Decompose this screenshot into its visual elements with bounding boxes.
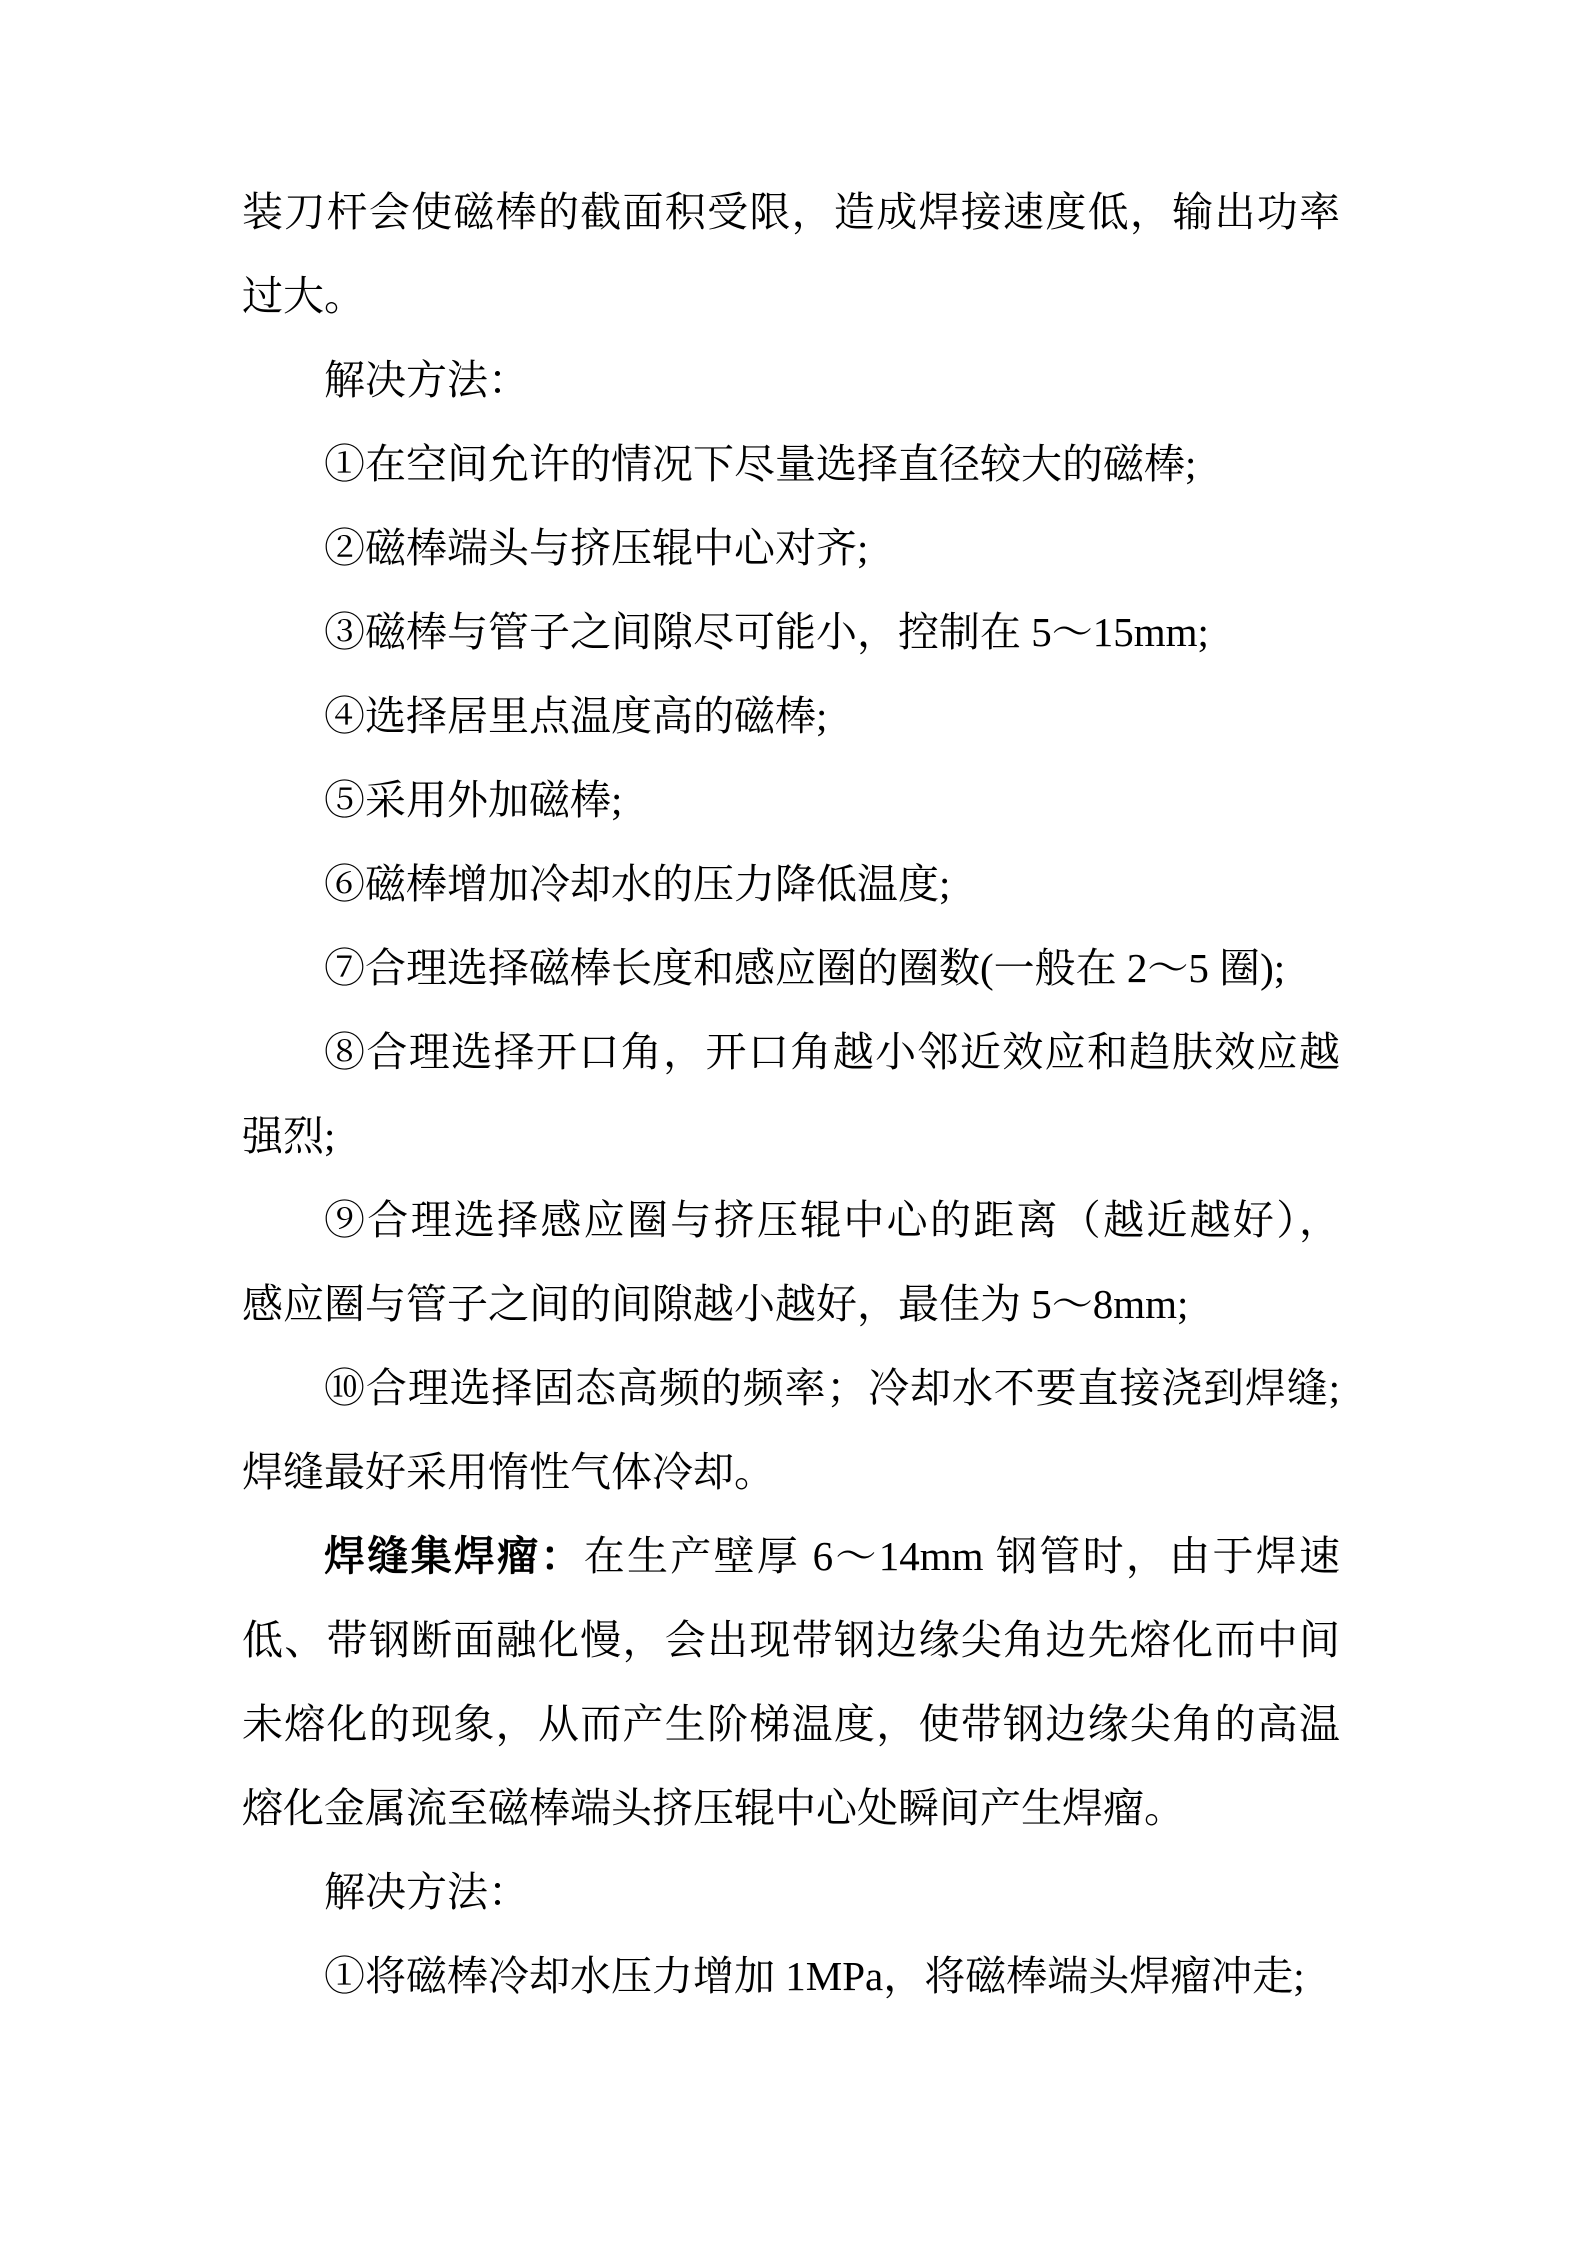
text-line bbox=[242, 1514, 1340, 1598]
text-line: 强烈; bbox=[242, 1113, 336, 1159]
text-line: 感应圈与管子之间的间隙越小越好，最佳为 5～8mm; bbox=[242, 1281, 1189, 1327]
text-line: 解决方法： bbox=[324, 1869, 529, 1915]
paragraph bbox=[242, 1850, 1340, 1934]
text-line: 熔化金属流至磁棒端头挤压辊中心处瞬间产生焊瘤。 bbox=[242, 1785, 1185, 1831]
text-line: 过大。 bbox=[242, 273, 365, 319]
paragraph bbox=[242, 926, 1340, 1010]
text-line: 装刀杆会使磁棒的截面积受限，造成焊接速度低，输出功率 bbox=[242, 189, 1340, 235]
bold-lead-run: 焊缝集焊瘤： bbox=[324, 1533, 584, 1579]
paragraph bbox=[242, 338, 1340, 422]
text-line: 焊缝最好采用惰性气体冷却。 bbox=[242, 1449, 775, 1495]
text-line: ⑧合理选择开口角，开口角越小邻近效应和趋肤效应越 bbox=[324, 1029, 1340, 1075]
text-line: ①将磁棒冷却水压力增加 1MPa，将磁棒端头焊瘤冲走; bbox=[324, 1953, 1305, 1999]
paragraph bbox=[242, 1178, 1340, 1346]
paragraph bbox=[242, 170, 1340, 338]
text-line: ①在空间允许的情况下尽量选择直径较大的磁棒; bbox=[324, 441, 1197, 487]
paragraph bbox=[242, 1346, 1340, 1514]
text-line: ⑩合理选择固态高频的频率；冷却水不要直接浇到焊缝; bbox=[324, 1365, 1340, 1411]
paragraph bbox=[242, 590, 1340, 674]
text-line: ②磁棒端头与挤压辊中心对齐; bbox=[324, 525, 869, 571]
document-text-block bbox=[242, 170, 1340, 2018]
paragraph bbox=[242, 674, 1340, 758]
text-run: 在生产壁厚 6～14mm 钢管时，由于焊速 bbox=[583, 1533, 1341, 1579]
text-line: ⑦合理选择磁棒长度和感应圈的圈数(一般在 2～5 圈); bbox=[324, 945, 1286, 991]
text-line: ④选择居里点温度高的磁棒; bbox=[324, 693, 828, 739]
text-line: ⑨合理选择感应圈与挤压辊中心的距离（越近越好）， bbox=[324, 1197, 1340, 1243]
text-line: 解决方法： bbox=[324, 357, 529, 403]
paragraph bbox=[242, 506, 1340, 590]
paragraph bbox=[242, 1514, 1340, 1850]
text-line: ③磁棒与管子之间隙尽可能小，控制在 5～15mm; bbox=[324, 609, 1209, 655]
text-line: ⑤采用外加磁棒; bbox=[324, 777, 623, 823]
paragraph bbox=[242, 1934, 1340, 2018]
text-line: 低、带钢断面融化慢，会出现带钢边缘尖角边先熔化而中间 bbox=[242, 1617, 1340, 1663]
paragraph bbox=[242, 422, 1340, 506]
paragraph bbox=[242, 758, 1340, 842]
paragraph bbox=[242, 1010, 1340, 1178]
text-line: ⑥磁棒增加冷却水的压力降低温度; bbox=[324, 861, 951, 907]
paragraph bbox=[242, 842, 1340, 926]
text-line: 未熔化的现象，从而产生阶梯温度，使带钢边缘尖角的高温 bbox=[242, 1701, 1340, 1747]
